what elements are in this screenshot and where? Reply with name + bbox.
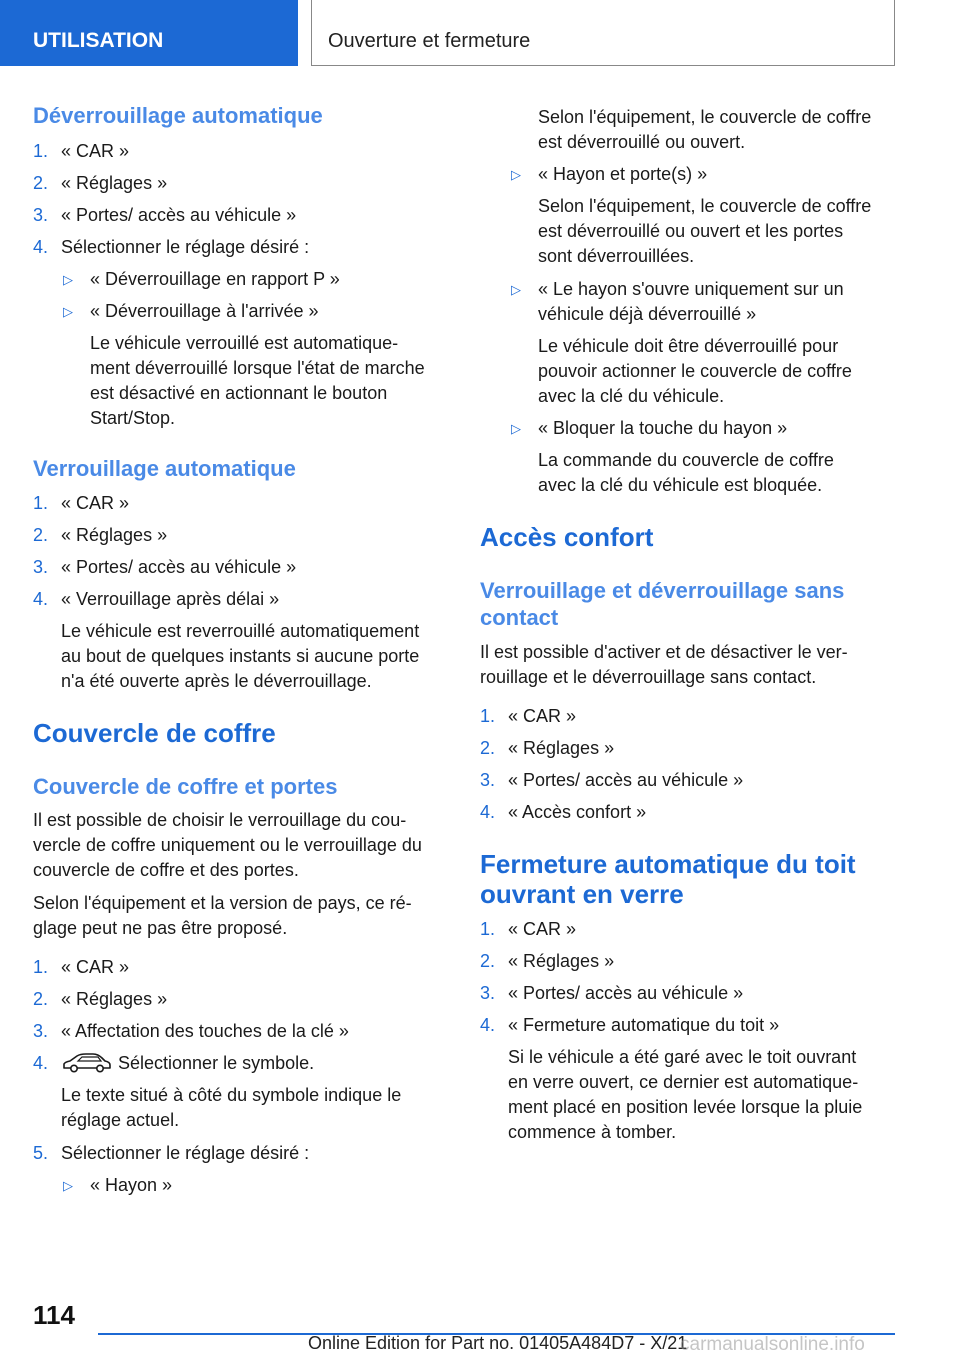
step-text: « CAR » <box>61 957 130 977</box>
step-text: « CAR » <box>61 141 130 161</box>
heading-roof-close: ouvrant en verre <box>480 879 684 909</box>
para-line: Selon l'équipement et la version de pays, ce ré- <box>33 893 412 913</box>
para-line: Il est possible d'activer et de désactiver le ver- <box>480 642 848 662</box>
note-line: réglage actuel. <box>61 1110 180 1130</box>
note-line: est déverrouillé ou ouvert et les portes <box>538 221 844 241</box>
step-text: « Portes/ accès au véhicule » <box>61 205 297 225</box>
heading-comfort-access: Accès confort <box>480 522 654 552</box>
step-number: 2. <box>480 738 496 758</box>
step-number: 3. <box>480 983 496 1003</box>
heading-trunk: Couvercle de coffre <box>33 718 276 748</box>
heading-auto-unlock: Déverrouillage automatique <box>33 103 323 128</box>
step-number: 3. <box>480 770 496 790</box>
step-text: « Réglages » <box>61 989 168 1009</box>
heading-roof-close: Fermeture automatique du toit <box>480 849 856 879</box>
watermark: carmanualsonline.info <box>680 1334 865 1355</box>
note-line: est désactivé en actionnant le bouton <box>90 383 388 403</box>
step-text: « Affectation des touches de la clé » <box>61 1021 349 1041</box>
option-text: « Hayon » <box>90 1175 173 1195</box>
note-line: La commande du couvercle de coffre <box>538 450 834 470</box>
note-line: ment déverrouillé lorsque l'état de marche <box>90 358 425 378</box>
step-number: 1. <box>33 493 49 513</box>
note-line: en verre ouvert, ce dernier est automatique- <box>508 1072 859 1092</box>
para-line: couvercle de coffre et des portes. <box>33 860 299 880</box>
para-line: vercle de coffre uniquement ou le verrouillage du <box>33 835 422 855</box>
step-number: 3. <box>33 1021 49 1041</box>
bullet-triangle-icon: ▷ <box>511 167 521 182</box>
step-number: 1. <box>33 141 49 161</box>
note-line: Selon l'équipement, le couvercle de coffre <box>538 107 872 127</box>
step-text: « Portes/ accès au véhicule » <box>508 983 744 1003</box>
step-number: 2. <box>33 173 49 193</box>
step-number: 2. <box>33 525 49 545</box>
step-number: 3. <box>33 205 49 225</box>
note-line: Le texte situé à côté du symbole indique le <box>61 1085 402 1105</box>
step-text: « Verrouillage après délai » <box>61 589 280 609</box>
bullet-triangle-icon: ▷ <box>511 421 521 436</box>
subheading-trunk-doors: Couvercle de coffre et portes <box>33 774 338 799</box>
page-number: 114 <box>33 1300 75 1330</box>
subheading-keyless: contact <box>480 605 559 630</box>
step-text: « CAR » <box>508 919 577 939</box>
note-line: avec la clé du véhicule. <box>538 386 725 406</box>
step-number: 2. <box>33 989 49 1009</box>
step-text: « Fermeture automatique du toit » <box>508 1015 780 1035</box>
step-number: 1. <box>480 706 496 726</box>
subheading-keyless: Verrouillage et déverrouillage sans <box>480 578 845 603</box>
step-number: 4. <box>33 589 49 609</box>
step-number: 1. <box>480 919 496 939</box>
edition-text: Online Edition for Part no. 01405A484D7 - X/21 <box>308 1333 688 1353</box>
para-line: Il est possible de choisir le verrouillage du cou- <box>33 810 407 830</box>
note-line: Start/Stop. <box>90 408 176 428</box>
para-line: glage peut ne pas être proposé. <box>33 918 288 938</box>
car-icon <box>61 1052 113 1074</box>
heading-auto-lock: Verrouillage automatique <box>33 456 296 481</box>
step-text: « CAR » <box>61 493 130 513</box>
bullet-triangle-icon: ▷ <box>63 1178 73 1193</box>
note-line: commence à tomber. <box>508 1122 677 1142</box>
step-text: Sélectionner le réglage désiré : <box>61 237 310 257</box>
page-header <box>0 0 960 66</box>
note-line: n'a été ouverte après le déverrouillage. <box>61 671 372 691</box>
step-text: « Réglages » <box>61 525 168 545</box>
option-text: « Déverrouillage en rapport P » <box>90 269 340 289</box>
step-number: 4. <box>33 237 49 257</box>
step-number: 2. <box>480 951 496 971</box>
step-text: « Portes/ accès au véhicule » <box>61 557 297 577</box>
note-line: Si le véhicule a été garé avec le toit ouvrant <box>508 1047 857 1067</box>
option-text: « Bloquer la touche du hayon » <box>538 418 788 438</box>
bullet-triangle-icon: ▷ <box>63 272 73 287</box>
step-number: 5. <box>33 1143 49 1163</box>
step-number: 4. <box>480 1015 496 1035</box>
note-line: est déverrouillé ou ouvert. <box>538 132 746 152</box>
step-text: « Réglages » <box>508 951 615 971</box>
note-line: ment placé en position levée lorsque la pluie <box>508 1097 863 1117</box>
bullet-triangle-icon: ▷ <box>511 282 521 297</box>
note-line: pouvoir actionner le couvercle de coffre <box>538 361 852 381</box>
step-text: « Réglages » <box>508 738 615 758</box>
note-line: au bout de quelques instants si aucune porte <box>61 646 420 666</box>
option-text: « Le hayon s'ouvre uniquement sur un <box>538 279 844 299</box>
step-number: 4. <box>480 802 496 822</box>
step-text: « Portes/ accès au véhicule » <box>508 770 744 790</box>
note-line: Selon l'équipement, le couvercle de coffre <box>538 196 872 216</box>
option-text: véhicule déjà déverrouillé » <box>538 304 757 324</box>
option-text: « Hayon et porte(s) » <box>538 164 708 184</box>
step-text: « CAR » <box>508 706 577 726</box>
step-number: 4. <box>33 1053 49 1073</box>
note-line: Le véhicule doit être déverrouillé pour <box>538 336 839 356</box>
note-line: Le véhicule est reverrouillé automatiquement <box>61 621 420 641</box>
section-tab[interactable]: UTILISATION <box>0 0 298 66</box>
chapter-tab[interactable]: Ouverture et fermeture <box>311 0 895 66</box>
bullet-triangle-icon: ▷ <box>63 304 73 319</box>
note-line: sont déverrouillées. <box>538 246 695 266</box>
step-number: 1. <box>33 957 49 977</box>
note-line: Le véhicule verrouillé est automatique- <box>90 333 399 353</box>
step-text: « Réglages » <box>61 173 168 193</box>
step-text: « Accès confort » <box>508 802 647 822</box>
option-text: « Déverrouillage à l'arrivée » <box>90 301 319 321</box>
step-text: Sélectionner le réglage désiré : <box>61 1143 310 1163</box>
para-line: rouillage et le déverrouillage sans contact. <box>480 667 817 687</box>
step-number: 3. <box>33 557 49 577</box>
step-text: Sélectionner le symbole. <box>118 1053 315 1073</box>
note-line: avec la clé du véhicule est bloquée. <box>538 475 823 495</box>
